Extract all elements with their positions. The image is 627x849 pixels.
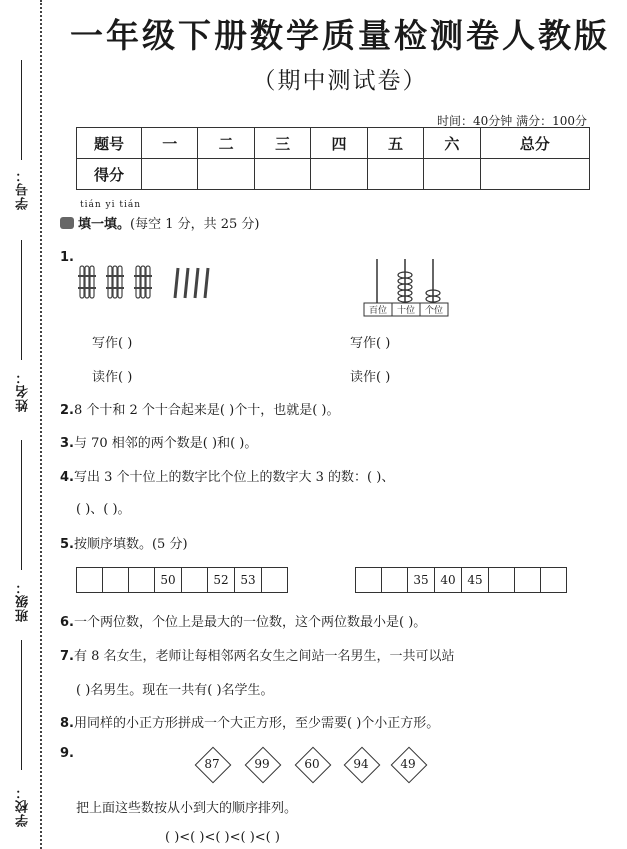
score-input-cell[interactable] bbox=[367, 159, 423, 190]
stick-bundle-icon bbox=[134, 266, 152, 298]
question-5: 5.按顺序填数。(5 分) bbox=[60, 537, 188, 552]
sequence-cell[interactable] bbox=[382, 568, 408, 592]
score-row-label: 得分 bbox=[77, 159, 142, 190]
sequence-row-1 bbox=[76, 567, 288, 593]
score-cell: 四 bbox=[311, 128, 367, 159]
sequence-cell[interactable] bbox=[129, 568, 155, 592]
q9-answer-line[interactable]: ( )<( )<( )<( )<( ) bbox=[165, 830, 280, 845]
question-6: 6.一个两位数，个位上是最大的一位数，这个两位数最小是( )。 bbox=[60, 615, 427, 630]
diamond-number: 94 bbox=[353, 757, 369, 771]
score-cell: 题号 bbox=[77, 128, 142, 159]
q1-read-right[interactable]: 读作( ) bbox=[350, 370, 391, 385]
school-write-line bbox=[21, 640, 22, 770]
diamond-number: 87 bbox=[204, 757, 220, 771]
q1-write-right[interactable]: 写作( ) bbox=[350, 336, 391, 351]
sequence-cell[interactable] bbox=[182, 568, 208, 592]
page-subtitle: （期中测试卷） bbox=[252, 68, 428, 94]
q5-text: 按顺序填数。(5 分) bbox=[73, 537, 188, 552]
q8-text: 用同样的小正方形拼成一个大正方形，至少需要( )个小正方形。 bbox=[73, 716, 440, 731]
side-label-name: 姓名： bbox=[16, 370, 31, 412]
score-cell: 五 bbox=[367, 128, 423, 159]
section-title: 填一填。 bbox=[78, 217, 131, 232]
q4-line1: 写出 3 个十位上的数字比个位上的数字大 3 的数：( )、 bbox=[73, 470, 395, 485]
q4-line2: ( )、( )。 bbox=[76, 502, 131, 517]
time-limit: 时间：40分钟 bbox=[436, 114, 513, 128]
score-input-cell[interactable] bbox=[311, 159, 367, 190]
sequence-cell: 45 bbox=[462, 568, 489, 592]
q7-line1: 有 8 名女生，老师让每相邻两名女生之间站一名男生，一共可以站 bbox=[73, 649, 455, 664]
stick-bundle-icon bbox=[106, 266, 124, 298]
score-cell: 六 bbox=[424, 128, 480, 159]
question-2: 2.8 个十和 2 个十合起来是( )个十，也就是( )。 bbox=[60, 403, 340, 418]
score-cell: 总分 bbox=[480, 128, 589, 159]
full-score: 满分：100分 bbox=[516, 114, 587, 128]
page-title: 一年级下册数学质量检测卷人教版 bbox=[70, 16, 610, 55]
sequence-cell: 53 bbox=[235, 568, 262, 592]
sequence-cell[interactable] bbox=[77, 568, 103, 592]
diamond-number: 60 bbox=[304, 757, 320, 771]
diamond-number: 99 bbox=[254, 757, 270, 771]
sequence-row-2 bbox=[355, 567, 567, 593]
side-label-class: 班级： bbox=[16, 580, 31, 622]
sequence-cell[interactable] bbox=[262, 568, 287, 592]
sequence-cell: 40 bbox=[435, 568, 462, 592]
score-cell: 一 bbox=[142, 128, 198, 159]
q6-text: 一个两位数，个位上是最大的一位数，这个两位数最小是( )。 bbox=[73, 615, 427, 630]
q7-line2: ( )名男生。现在一共有( )名学生。 bbox=[76, 683, 274, 698]
score-input-cell[interactable] bbox=[198, 159, 254, 190]
q3-text: 与 70 相邻的两个数是( )和( )。 bbox=[73, 436, 258, 451]
question-7: 7.有 8 名女生，老师让每相邻两名女生之间站一名男生，一共可以站 bbox=[60, 649, 455, 664]
q1-write-left[interactable]: 写作( ) bbox=[92, 336, 133, 351]
sequence-cell: 35 bbox=[408, 568, 435, 592]
question-4: 4.写出 3 个十位上的数字比个位上的数字大 3 的数：( )、 bbox=[60, 470, 395, 485]
abacus-label-hundreds: 百位 bbox=[368, 306, 388, 316]
score-input-cell[interactable] bbox=[480, 159, 589, 190]
abacus-illustration bbox=[360, 257, 450, 317]
abacus-label-ones: 个位 bbox=[424, 306, 444, 316]
score-cell: 三 bbox=[254, 128, 310, 159]
q2-text: 8 个十和 2 个十合起来是( )个十，也就是( )。 bbox=[73, 403, 340, 418]
stick-bundles-illustration bbox=[74, 262, 224, 302]
sequence-cell[interactable] bbox=[489, 568, 515, 592]
sequence-cell[interactable] bbox=[541, 568, 566, 592]
single-sticks-icon bbox=[175, 268, 208, 298]
section-note: (每空 1 分，共 25 分) bbox=[130, 217, 260, 232]
score-table-header-row bbox=[77, 128, 590, 159]
score-input-cell[interactable] bbox=[254, 159, 310, 190]
class-write-line bbox=[21, 440, 22, 570]
section-number-badge bbox=[60, 217, 74, 229]
section-heading bbox=[60, 213, 260, 232]
sequence-cell[interactable] bbox=[515, 568, 541, 592]
abacus-label-tens: 十位 bbox=[396, 306, 416, 316]
score-cell: 二 bbox=[198, 128, 254, 159]
side-label-school: 学校： bbox=[16, 785, 31, 827]
section-pinyin: tián yi tián bbox=[80, 200, 141, 210]
score-input-cell[interactable] bbox=[424, 159, 480, 190]
side-label-id: 学号： bbox=[16, 168, 31, 210]
q9-instruction: 把上面这些数按从小到大的顺序排列。 bbox=[76, 801, 298, 816]
sequence-cell[interactable] bbox=[103, 568, 129, 592]
diamond-number: 49 bbox=[400, 757, 416, 771]
question-8: 8.用同样的小正方形拼成一个大正方形，至少需要( )个小正方形。 bbox=[60, 716, 440, 731]
binding-cut-line bbox=[40, 0, 42, 849]
name-write-line bbox=[21, 240, 22, 360]
id-write-line bbox=[21, 60, 22, 160]
score-table bbox=[76, 127, 590, 190]
q1-read-left[interactable]: 读作( ) bbox=[92, 370, 133, 385]
question-3: 3.与 70 相邻的两个数是( )和( )。 bbox=[60, 436, 258, 451]
q1-number: 1. bbox=[60, 250, 74, 265]
score-input-cell[interactable] bbox=[142, 159, 198, 190]
sequence-cell[interactable] bbox=[356, 568, 382, 592]
sequence-cell: 52 bbox=[208, 568, 235, 592]
stick-bundle-icon bbox=[78, 266, 96, 298]
score-table-score-row bbox=[77, 159, 590, 190]
question-9: 9. bbox=[60, 746, 74, 761]
sequence-cell: 50 bbox=[155, 568, 182, 592]
